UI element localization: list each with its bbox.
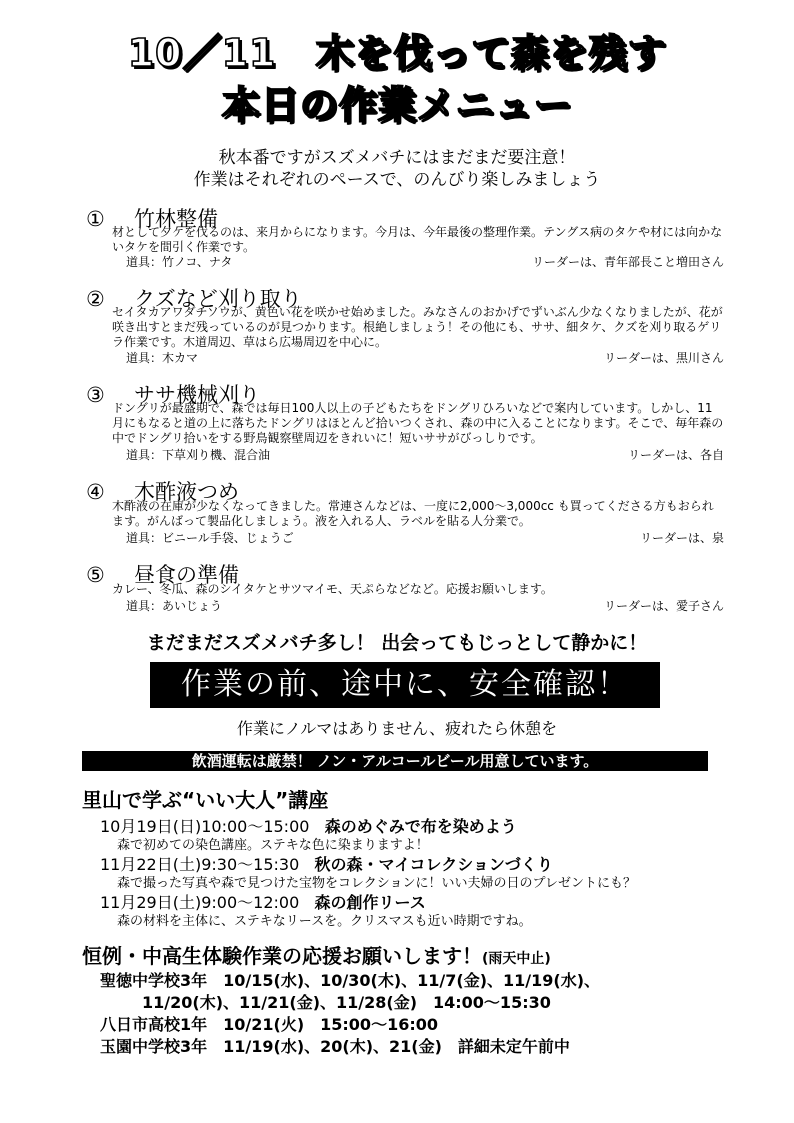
task-number: ① xyxy=(86,207,105,231)
task-title: 木酢液つめ xyxy=(134,480,239,504)
task-number: ③ xyxy=(86,383,105,407)
task-leader: リーダーは、泉 xyxy=(639,531,724,545)
rain-note: (雨天中止) xyxy=(482,951,551,967)
task-tools: 道具：あいじょう xyxy=(126,599,223,613)
task-title: 竹林整備 xyxy=(134,207,218,231)
task-description: セイタカアワダチソウが、黄色い花を咲かせ始めました。みなさんのおかげでずいぶん少なくなりましたが、花が咲き出すとまだ残っているのが見つかります。根絶しましょう！その他にも、ササ、細タケ、クズを刈り取るゲリラ作業です。木道周辺、草はら広場周辺を中心に。 xyxy=(112,305,723,349)
event-title: 森のめぐみで布を染めよう xyxy=(324,817,517,836)
event-description: 森で初めての染色講座。ステキな色に染まりますよ！ xyxy=(117,838,429,853)
event-description: 森の材料を主体に、ステキなリースを。クリスマスも近い時期ですね。 xyxy=(117,914,532,929)
hornet-warning: まだまだスズメバチ多し！ 出会ってもじっとして静かに！ xyxy=(146,632,648,654)
task-leader: リーダーは、青年部長こと増田さん xyxy=(531,255,724,269)
task-tools: 道具：下草刈り機、混合油 xyxy=(126,448,271,462)
task-number: ② xyxy=(86,287,105,311)
task-leader: リーダーは、各自 xyxy=(627,448,724,462)
task-title: ササ機械刈り xyxy=(134,383,260,407)
page-subtitle: 本日の作業メニュー xyxy=(221,83,573,127)
event-title: 秋の森・マイコレクションづくり xyxy=(314,855,553,874)
event-datetime: 11月22日(土)9:30～15:30 xyxy=(100,855,300,874)
task-description: カレー、冬瓜、森のシイタケとサツマイモ、天ぷらなどなど。応援お願いします。 xyxy=(112,582,553,596)
task-number: ④ xyxy=(86,480,105,504)
task-leader: リーダーは、愛子さん xyxy=(603,599,724,613)
school-schedule-line: 八日市高校1年 10/21(火) 15:00～16:00 xyxy=(100,1015,438,1034)
task-description: 材として夕ケを伐るのは、来月からになります。今月は、今年最後の整理作業。テングス病のタケや材には向かないタケを間引く作業です。 xyxy=(112,225,723,254)
drinking-banner: 飲酒運転は厳禁！ ノン・アルコールビール用意しています。 xyxy=(82,751,708,771)
school-schedule-line: 聖徳中学校3年 10/15(水)、10/30(木)、11/7(金)、11/19(水)、 xyxy=(100,971,601,990)
safety-banner: 作業の前、途中に、安全確認！ xyxy=(150,662,660,708)
task-tools: 道具：木カマ xyxy=(126,351,199,365)
event-datetime: 10月19日(日)10:00～15:00 xyxy=(100,817,310,836)
event-description: 森で撮った写真や森で見つけた宝物をコレクションに！いい夫婦の日のプレゼントにも？ xyxy=(117,876,636,891)
task-number: ⑤ xyxy=(86,563,105,587)
event-datetime: 11月29日(土)9:00～12:00 xyxy=(100,893,300,912)
task-description: ドングリが最盛期で、森では毎日100人以上の子どもたちをドングリひろいなどで案内しています。しかし、11月にもなると道の上に落ちたドングリはほとんど拾いつくされ、森の中に入ることになります。そこで、毎年森の中でドングリ拾いをする野鳥観察壁周辺をきれいに！短いササがびっしりです。 xyxy=(112,401,724,445)
school-schedule-line: 11/20(木)、11/21(金)、11/28(金) 14:00～15:30 xyxy=(142,993,551,1012)
task-tools: 道具：竹ノコ、ナタ xyxy=(126,255,233,269)
task-leader: リーダーは、黒川さん xyxy=(603,351,724,365)
no-quota-note: 作業にノルマはありません、疲れたら休憩を xyxy=(236,719,558,738)
task-title: クズなど刈り取り xyxy=(134,287,302,311)
task-tools: 道具：ビニール手袋、じょうご xyxy=(126,531,294,545)
lecture-section-heading: 里山で学ぶ“いい大人”講座 xyxy=(82,788,329,812)
school-schedule-line: 玉園中学校3年 11/19(水)、20(木)、21(金) 詳細未定午前中 xyxy=(100,1037,570,1056)
task-description: 木酢液の在庫が少なくなってきました。常連さんなどは、一度に2,000～3,000cc も買ってくださる方もおられます。がんばって製品化しましょう。液を入れる人、ラベルを貼る人分業で。 xyxy=(112,499,714,528)
intro-line-2: 作業はそれぞれのペースで、のんびり楽しみましょう xyxy=(193,170,601,190)
intro-line-1: 秋本番ですがスズメバチにはまだまだ要注意！ xyxy=(218,148,576,168)
event-title: 森の創作リース xyxy=(314,893,426,912)
school-heading-text: 恒例・中高生体験作業の応援お願いします！ xyxy=(82,944,482,968)
page-title: 10／11 木を伐って森を残す xyxy=(127,31,667,75)
school-section-heading xyxy=(82,940,551,969)
task-title: 昼食の準備 xyxy=(134,563,239,587)
